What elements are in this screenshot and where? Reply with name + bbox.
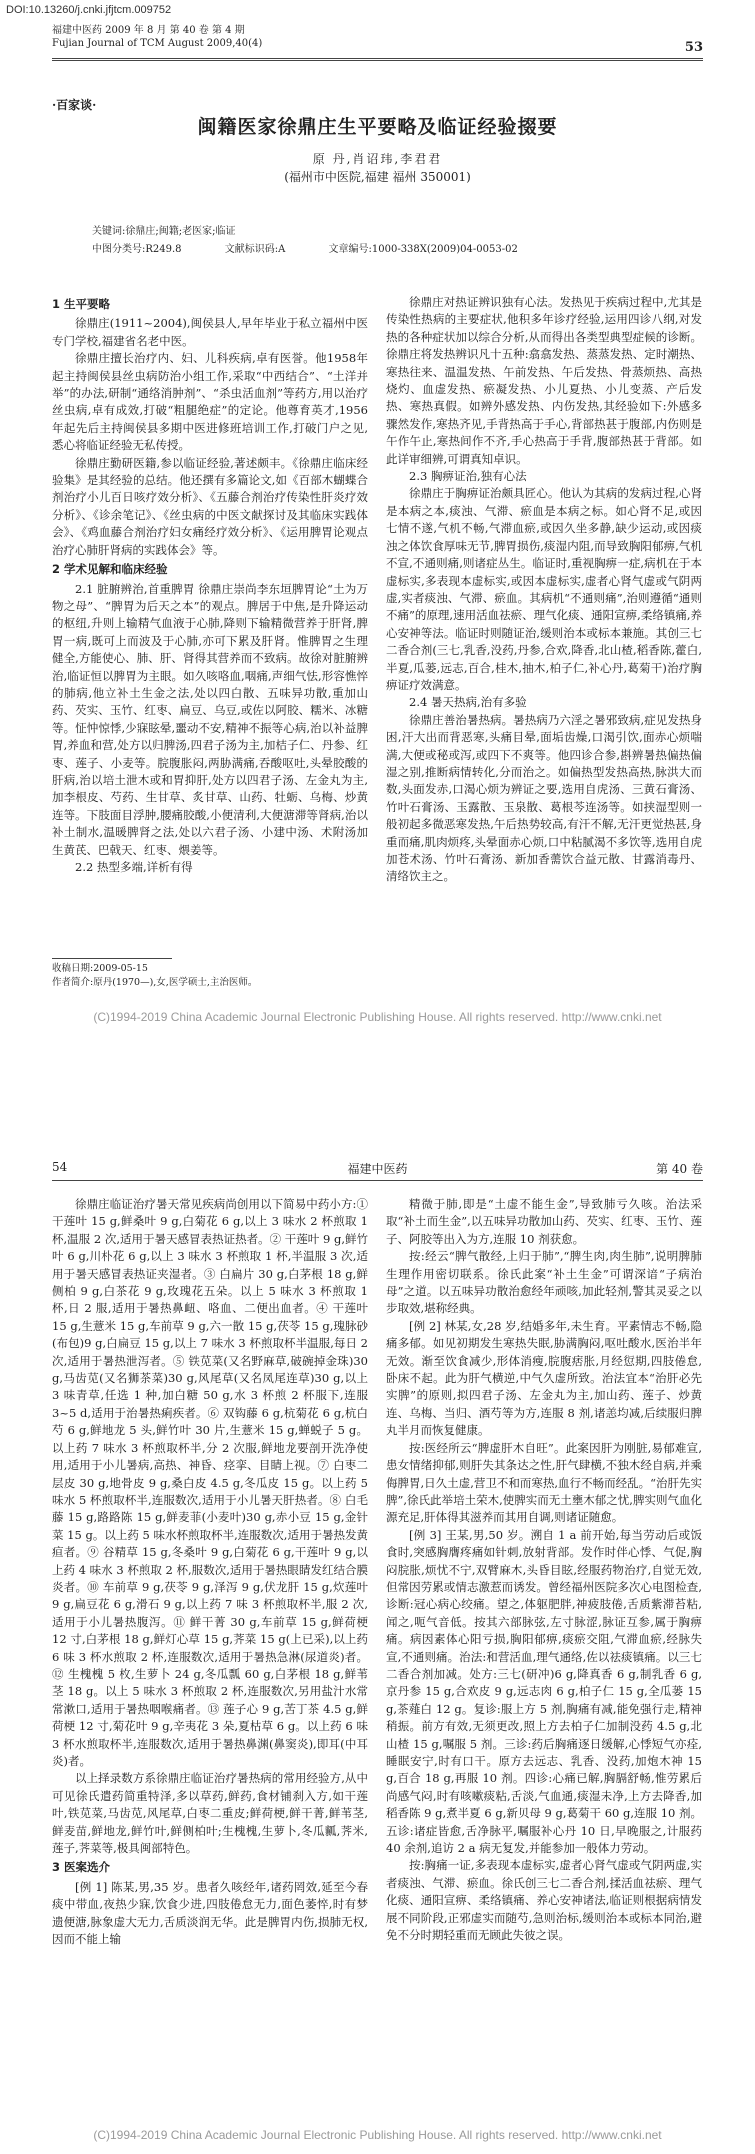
column-2 — [386, 294, 702, 886]
paragraph: 精微于肺,即是“土虚不能生金”,导致肺亏久咳。治法采取“补土而生金”,以五味异功散加山药、芡实、红枣、玉竹、莲子、阿胶等出入为方,连服 10 剂获愈。 — [386, 1197, 702, 1246]
paragraph: 徐鼎庄(1911~2004),闽侯县人,早年毕业于私立福州中医专门学校,福建省名老中医。 — [52, 316, 368, 348]
section-heading: 3 医案选介 — [52, 1860, 111, 1875]
received-date: 收稿日期:2009-05-15 — [52, 963, 148, 974]
paragraph: 2.4 暑天热病,治有多验 — [409, 695, 527, 710]
article-number: 文章编号:1000-338X(2009)04-0053-02 — [328, 244, 518, 255]
paragraph: 2.3 胸痹证治,独有心法 — [409, 469, 527, 484]
document-code: 文献标识码:A — [224, 244, 286, 255]
section-heading: 2 学术见解和临床经验 — [52, 562, 168, 577]
classification-line — [92, 240, 652, 255]
column-4 — [386, 1196, 702, 1944]
column-3 — [52, 1196, 368, 1948]
page2-volume: 第 40 卷 — [656, 1162, 703, 1176]
paragraph: 2.2 热型多端,详析有得 — [75, 860, 193, 874]
paragraph: 徐鼎庄于胸痹证治颇具匠心。他认为其病的发病过程,心肾是本病之本,痰浊、气滞、瘀血是本病之标。如心肾不足,或因七情不遂,气机不畅,气滞血瘀,或因久坐多静,缺少运动,或因痰浊之体饮食厚味无节,脾胃损伤,痰湿内阻,而导致胸阳郁痹,气机不宣,不通则痛,则诸症丛生。临证时,重视胸痹一症,病机在于本虚标实,多表现本虚标实,或因本虚标实,虚者心肾气虚或气阴两虚,实者痰浊、气滞、瘀血。其病机“不通则痛”,治则遵循“通则不痛”的原理,速用活血祛瘀、理气化痰、通阳宣痹,柔络镇痛,养心安神等法。临证时则随证治,缓则治本或标本兼施。其创三七二香合剂(三七,乳香,没药,丹参,合欢,降香,北山楂,稻香陈,藿白,半夏,瓜蒌,远志,百合,桂木,抽木,柏子仁,补心丹,葛菊干)治疗胸痹证疗效满意。 — [386, 486, 702, 692]
journal-cn: 福建中医药 2009 年 8 月 第 40 卷 第 4 期 — [52, 25, 245, 36]
paragraph: 徐鼎庄对热证辨识独有心法。发热见于疾病过程中,尤其是传染性热病的主要症状,他积多年诊疗经验,运用四诊八纲,对发热的各种症状加以综合分析,从而得出各类型典型症候的诊断。徐鼎庄将发热辨识凡十五种:翕翕发热、蒸蒸发热、定时潮热、寒热往来、温温发热、午前发热、午后发热、骨蒸烦热、高热烧灼、血虚发热、瘀凝发热、小儿夏热、小儿变蒸、产后发热、寒热真假。如辨外感发热、内伤发热,其经验如下:外感多骤然发作,寒热齐见,手背热高于手心,背部热甚于腹部,内伤则是午作午止,寒热间作不齐,手心热高于手背,腹部热甚于背部。如此详审细辨,可谓真知卓识。 — [386, 295, 702, 466]
journal-en: Fujian Journal of TCM August 2009,40(4) — [52, 38, 263, 49]
affiliation: (福州市中医院,福建 福州 350001) — [284, 170, 471, 184]
page2-number: 54 — [52, 1160, 68, 1174]
clc-number: 中图分类号:R249.8 — [92, 244, 182, 255]
page2-header-rule — [52, 1180, 703, 1181]
column-1 — [52, 294, 368, 876]
paragraph: 徐鼎庄擅长治疗内、妇、儿科疾病,卓有医誉。他1958年起主持闽侯县丝虫病防治小组工作,采取“中西结合”、“土洋并举”的办法,研制“通络消肿剂”、“杀虫活血剂”等药方,用以治疗丝虫病,卓有成效,打破“粗腿绝症”的定论。他尊育英才,1956年起先后主持闽侯县多期中医进修班培训工作,打破门户之见,悉心将临证经验无私传授。 — [52, 351, 368, 453]
article-title: 闽籍医家徐鼎庄生平要略及临证经验掇要 — [197, 116, 558, 138]
paragraph: 2.1 脏腑辨治,首重脾胃 徐鼎庄崇尚李东垣脾胃论“土为万物之母”、“脾胃为后天之本”的观点。脾居于中焦,是升降运动的枢纽,升则上输精气血液于心肺,降则下输精微营养于肝肾,脾胃一病,既可上而波及于心肺,亦可下累及肝肾。惟脾胃之生理健全,方能使心、肺、肝、肾得其营养而不致病。故徐对脏腑辨治,临证恒以脾胃为主眼。如久咳咯血,咽痛,声细气怯,形容憔悴的肺病,他立补土生金之法,处以四白散、五味异功散,重加山药、芡实、玉竹、红枣、扁豆、乌豆,或佐以阿胶、糯米、冰糖等。怔忡惊悸,少寐眩晕,噩动不安,精神不振等心病,治以补益脾胃,养血和营,处方以归脾汤,四君子汤为主,加桔子仁、丹参、红枣、莲子、小麦等。脘腹胀闷,两胁满痛,吞酸呕吐,头晕胶酸的肝病,治以培土泄木或和胃抑肝,处方以四君子汤、左金丸为主,加李根皮、芍药、生甘草、炙甘草、山药、牡蛎、乌梅、炒黄连等。下肢面目浮肿,腰痛胶酸,小便清利,大便溏滞等肾病,治以补土制水,温暖脾肾之法,处以六君子汤、小建中汤、术附汤加生黄芪、巴戟天、红枣、煨姜等。 — [52, 581, 368, 857]
section-tag: ·百家谈· — [52, 98, 97, 112]
keywords: 关键词:徐鼎庄;闽籍;老医家;临证 — [92, 226, 236, 237]
copyright-notice-2: (C)1994-2019 China Academic Journal Electronic Publishing House. All rights reserved. http://www.cnki.net — [93, 2128, 662, 2142]
footnote-rule — [52, 958, 172, 959]
footnote — [52, 962, 368, 990]
section-heading: 1 生平要略 — [52, 297, 111, 311]
paragraph: 以上择录数方系徐鼎庄临证治疗暑热病的常用经验方,从中可见徐氏遣药简重特泽,多以草药,鲜药,食材铺刹入方,如干莲叶,铁苋菜,马齿苋,风尾草,白枣二重皮;鲜荷梗,鲜干菁,鲜苇茎,鲜麦苗,鲜地龙,鲜竹叶,鲜侧柏叶;生槐槐,生萝卜,冬瓜瓤,荠米,莲子,荠菜等,极具闽部特色。 — [52, 1771, 368, 1856]
authors: 原 丹,肖诏玮,李君君 — [312, 152, 443, 166]
author-bio: 作者简介:原丹(1970—),女,医学硕士,主治医师。 — [52, 977, 258, 988]
paragraph: [例 3] 王某,男,50 岁。溯自 1 a 前开始,每当劳动后或饭食时,突感胸膺疼痛如针刺,放射背部。发作时伴心悸、气促,胸闷脘胀,烦忧不宁,双臂麻木,头昏目眩,经服药物治疗,自觉无效,但常因劳累或情志激惹而诱发。曾经福州医院多次心电图检查,诊断:冠心病心绞痛。望之,体躯肥胖,神疲肢倦,舌质紫滞苔粘,闻之,呃气音低。按其六部脉弦,左寸脉涩,脉证互参,属于胸痹痛。病因素体心阳亏损,胸阳郁痹,痰瘀交阻,气滞血瘀,经脉失宣,不通则痛。治法:和营活血,理气通络,佐以祛痰镇痛。以三七二香合剂加减。处方:三七(研冲)6 g,降真香 6 g,制乳香 6 g,京丹参 15 g,合欢皮 9 g,远志肉 6 g,柏子仁 15 g,全瓜蒌 15 g,茶薤白 12 g。复诊:服上方 5 剂,胸痛有减,能免强行走,精神稍振。前方有效,无须更改,照上方去柏子仁加制没药 4.5 g,北山楂 15 g,嘱服 5 剂。三诊:药后胸痛逐日缓解,心悸短气亦痊,睡眠安宁,时有口干。原方去远志、乳香、没药,加炮木神 15 g,百合 18 g,再服 10 剂。四诊:心痛已解,胸膈舒畅,惟劳累后尚感气闷,时有咳嗽痰粘,舌淡,气血通,痰湿未净,上方去降香,加稻香陈 9 g,煮半夏 6 g,新贝母 9 g,葛菊干 60 g,连服 10 剂。五诊:诸症皆愈,舌净脉平,嘱服补心丹 10 日,早晚服之,计服药 40 余剂,追访 2 a 病无复发,并能参加一般体力劳动。 — [386, 1527, 702, 1856]
page2-journal: 福建中医药 — [347, 1162, 408, 1176]
copyright-notice: (C)1994-2019 China Academic Journal Electronic Publishing House. All rights reserved. http://www.cnki.net — [93, 1010, 662, 1024]
paragraph: [例 1] 陈某,男,35 岁。患者久咳经年,诸药罔效,延至今春痰中带血,夜热少寐,饮食少进,四肢倦怠无力,面色萎悴,时有梦遗便溏,脉象虚大无力,舌质淡润无华。此是脾胃内伤,损肺无权,因而不能上输 — [52, 1879, 368, 1947]
doi-label: DOI:10.13260/j.cnki.jfjtcm.009752 — [6, 4, 172, 16]
paragraph: 按:医经所云“脾虚肝木自旺”。此案因肝为刚脏,易郁难宣,患女情绪抑郁,则肝失其条达之性,肝气肆横,不独木经自病,并乘侮脾胃,日久土虚,营卫不和而寒热,血行不畅而经乱。“治肝先实脾”,徐氏此举培土荣木,使脾实而无土壅木郁之忧,脾实则气血化源充足,肝体得其滋养而其用自调,则诸证随愈。 — [386, 1440, 702, 1525]
running-header — [52, 24, 262, 50]
paragraph: 按:经云“脾气散经,上归于肺”,“脾生肉,肉生肺”,说明脾肺生理作用密切联系。徐氏此案“补土生金”可谓深谙“子病治母”之道。以五味异功散治愈经年顽咳,加此轻剂,警其灵妥之以步取效,堪称经典。 — [386, 1249, 702, 1316]
paragraph: 徐鼎庄善治暑热病。暑热病乃六淫之暑邪致病,症见发热身困,汗大出而背恶寒,头痛目晕,面垢齿燥,口渴引饮,面赤心烦喘满,大便或秘或泻,或四下不爽等。他四诊合参,斟辨暑热偏热偏湿之别,推断病情转化,分而治之。如偏热型发热高热,脉洪大而数,头面发赤,口渴心烦为辨证之要,选用自虎汤、三黄石膏汤、竹叶石膏汤、玉露散、玉泉散、葛根芩连汤等。如挟湿型则一般初起多微恶寒发热,午后热势较高,有汗不解,无汗更觉热甚,身重而痛,肌肉烦疼,头晕面赤心烦,口中粘腻渴不多饮等,选用自虎加苍术汤、竹叶石膏汤、新加香薷饮合益元散、甘露消毒丹、清络饮主之。 — [386, 712, 702, 884]
paragraph: [例 2] 林某,女,28 岁,结婚多年,未生育。平素情志不畅,隐痛多郁。如见初期发生寒热失眠,胁满胸闷,呕吐酸水,医治半年无效。渐至饮食减少,形体消瘦,脘腹痞胀,月经愆期,四肢倦怠,卧床不起。此为肝气横逆,中气久虚所致。治法宜本“治肝必先实脾”的原则,拟四君子汤、左金丸为主,加山药、莲子、炒黄连、乌梅、当归、酒芍等为方,连服 8 剂,诸恙均减,后续服归脾丸半月而恢复健康。 — [386, 1318, 702, 1438]
header-rule — [52, 58, 703, 61]
paragraph: 按:胸痛一证,多表现本虚标实,虚者心肾气虚或气阴两虚,实者痰浊、气滞、瘀血。徐氏创三七二香合剂,揉活血祛瘀、理气化痰、通阳宣痹、柔络镇痛、养心安神诸法,临证则根据病情发展不同阶段,正邪虚实而随芍,急则治标,缓则治本或标本同治,避免不分时期轻重而无顾此失彼之误。 — [386, 1858, 702, 1943]
page-number: 53 — [684, 40, 703, 55]
paragraph: 徐鼎庄勤研医籍,参以临证经验,著述颇丰。《徐鼎庄临床经验集》是其经验的总结。他还撰有多篇论文,如《百部木蝴蝶合剂治疗小儿百日咳疗效分析》、《五藤合剂治疗传染性肝炎疗效分析》、《诊余笔记》、《丝虫病的中医文献探讨及其临床实践体会》、《鸡血藤合剂治疗妇女痛经疗效分析》、《运用脾胃论观点治疗心肺肝肾病的实践体会》等。 — [52, 455, 368, 557]
paragraph: 徐鼎庄临证治疗暑天常见疾病尚创用以下简易中药小方:① 干莲叶 15 g,鲜桑叶 9 g,白菊花 6 g,以上 3 味水 2 杯煎取 1 杯,温服 2 次,适用于暑天感冒表热证热者。② 干莲叶 9 g,鲜竹叶 6 g,川朴花 6 g,以上 3 味水 3 杯煎取 1 杯,半温服 3 次,适用于暑天感冒表热证夹湿者。③ 白扁片 30 g,白茅根 18 g,鲜侧柏 9 g,白茶花 9 g,玫瑰花五朵。以上 5 味水 3 杯煎取 1 杯,日 2 服,适用于暑热鼻衄、咯血、二便出血者。④ 干莲叶 15 g,生薏米 15 g,车前草 9 g,六一散 15 g,茯苓 15 g,瑰脉砂(布包)9 g,白扁豆 15 g,以上 7 味水 3 杯煎取杯半温服,每日 2 次,适用于暑热泄泻者。⑤ 铁苋菜(又名野麻草,破碗掉金珠)30 g,马齿苋(又名狮茶菜)30 g,风尾草(又名凤尾连草)30 g,以上 3 味青草,任选 1 种,加白糖 50 g,水 3 杯煎 2 杯服下,连服 3~5 d,适用于治暑热痢疾者。⑥ 双钩藤 6 g,杭菊花 6 g,杭白芍 6 g,鲜地龙 5 头,鲜竹叶 30 片,生薏米 15 g,蝉蜕子 5 g。以上药 7 味水 3 杯煎取杯半,分 2 次服,鲜地龙要剖开洗净使用,适用于小儿暑病,高热、神昏、痉挛、目睛上视。⑦ 白枣二层皮 30 g,地骨皮 9 g,桑白皮 4.5 g,冬瓜皮 15 g。以上药 5 味水 5 杯煎取杯半,连服数次,适用于小儿暑天肝热者。⑧ 白毛藤 15 g,路路陈 15 g,鲜麦菲(小麦叶)30 g,赤小豆 15 g,金针菜 15 g。以上药 5 味水杯煎取杯半,连服数次,适用于暑热发黄疸者。⑨ 谷精草 15 g,冬桑叶 9 g,白菊花 6 g,干莲叶 9 g,以上药 4 味水 3 杯煎取 2 杯,服数次,适用于暑热眼睛发红结合膜炎者。⑩ 车前草 9 g,茯苓 9 g,泽泻 9 g,伏龙肝 15 g,炊莲叶 9 g,扁豆花 6 g,滑石 9 g,以上药 7 味 3 杯煎取杯半,服 2 次,适用于小儿暑热腹泻。⑪ 鲜干菁 30 g,车前草 15 g,鲜荷梗 12 寸,白茅根 18 g,鲜灯心草 15 g,荠菜 15 g(上已采),以上药 6 味 3 杯水煎取 2 杯,连服数次,适用于暑热急淋(尿道炎)者。⑫ 生槐槐 5 枚,生萝卜 24 g,冬瓜瓢 60 g,白茅根 18 g,鲜苇茎 18 g。以上 5 味水 3 杯煎取 2 杯,连服数次,另用盐汁水常常漱口,适用于暑热咽喉痛者。⑬ 莲子心 9 g,苦丁茶 4.5 g,鲜荷梗 12 寸,菊花叶 9 g,辛夷花 3 朵,夏枯草 6 g。以上药 6 味 3 杯水煎取杯半,连服数次,适用于暑热鼻渊(鼻窦炎),即耳(中耳炎)者。 — [52, 1197, 368, 1768]
